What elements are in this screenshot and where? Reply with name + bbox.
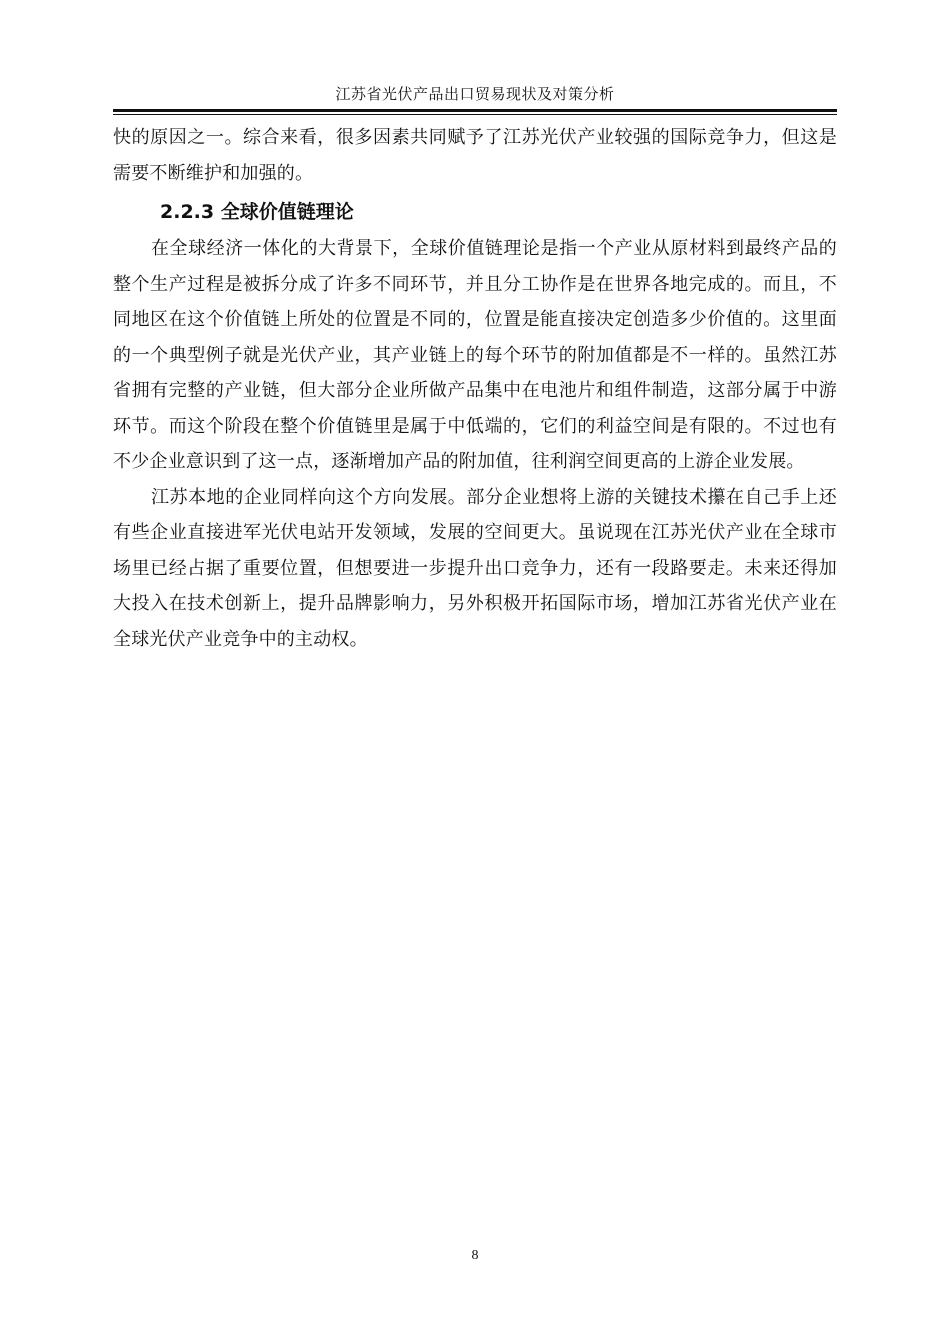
header-rule-thin bbox=[113, 114, 837, 115]
paragraph-continued: 快的原因之一。综合来看，很多因素共同赋予了江苏光伏产业较强的国际竞争力，但这是需要不断维护和加强的。 bbox=[113, 127, 837, 184]
page-number: 8 bbox=[471, 1248, 479, 1263]
running-header: 江苏省光伏产品出口贸易现状及对策分析 bbox=[335, 85, 615, 103]
paragraph-global-value-chain: 在全球经济一体化的大背景下，全球价值链理论是指一个产业从原材料到最终产品的整个生产过程是被拆分成了许多不同环节，并且分工协作是在世界各地完成的。而且，不同地区在这个价值链上所处的位置是不同的，位置是能直接决定创造多少价值的。这里面的一个典型例子就是光伏产业，其产业链上的每个环节的附加值都是不一样的。虽然江苏省拥有完整的产业链，但大部分企业所做产品集中在电池片和组件制造，这部分属于中游环节。而这个阶段在整个价值链里是属于中低端的，它们的利益空间是有限的。不过也有不少企业意识到了这一点，逐渐增加产品的附加值，往利润空间更高的上游企业发展。 bbox=[113, 238, 837, 472]
paragraph-jiangsu-enterprises: 江苏本地的企业同样向这个方向发展。部分企业想将上游的关键技术攥在自己手上还有些企业直接进军光伏电站开发领域，发展的空间更大。虽说现在江苏光伏产业在全球市场里已经占据了重要位置，但想要进一步提升出口竞争力，还有一段路要走。未来还得加大投入在技术创新上，提升品牌影响力，另外积极开拓国际市场，增加江苏省光伏产业在全球光伏产业竞争中的主动权。 bbox=[113, 486, 837, 650]
body-text bbox=[113, 120, 837, 657]
section-heading: 2.2.3 全球价值链理论 bbox=[160, 201, 354, 223]
header-rule-thick bbox=[113, 109, 837, 112]
